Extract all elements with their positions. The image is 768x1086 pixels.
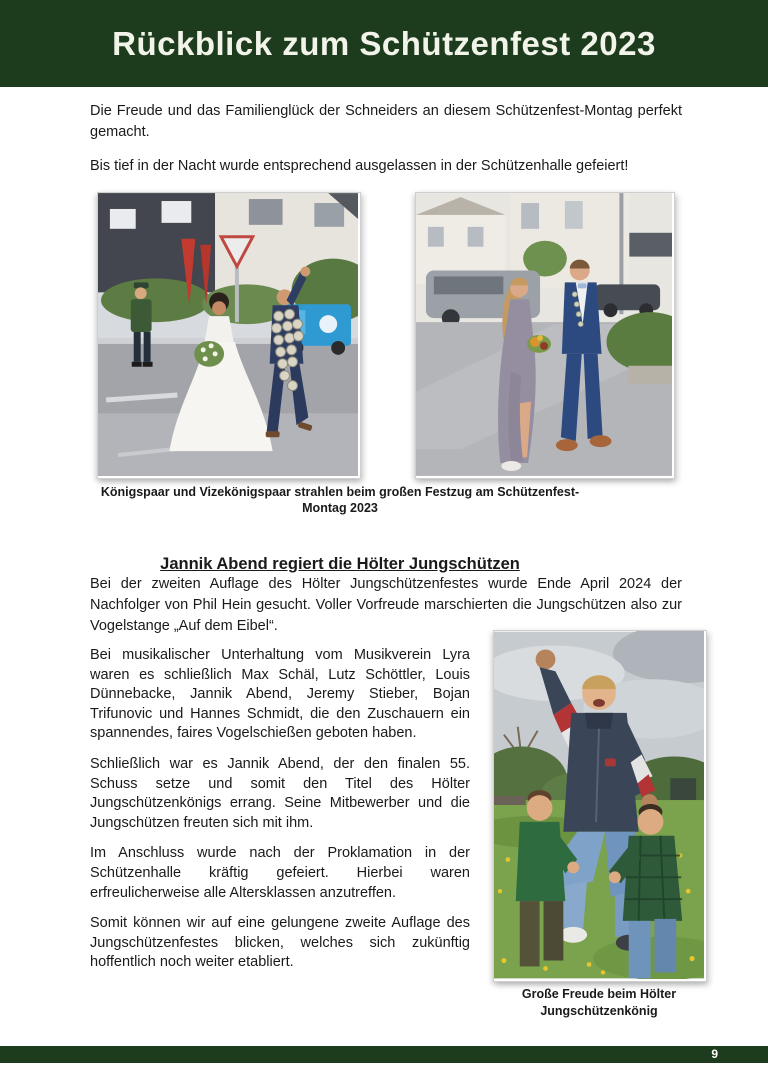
photo-vizekoenigspaar-illustration [416, 193, 672, 476]
section-paragraph-1: Bei der zweiten Auflage des Hölter Jungschützenfestes wurde Ende April 2024 der Nachfolger von Phil Hein gesucht. Voller Vorfreude marschierten die Jungschützen also zur Vogelstange „Auf dem Eibel“. [90, 576, 682, 634]
section-left-column [90, 646, 470, 984]
jungschuetzen-caption [483, 986, 715, 1020]
intro-paragraph-2: Bis tief in der Nacht wurde entsprechend ausgelassen in der Schützenhalle gefeiert! [90, 158, 629, 174]
photo-koenigspaar-illustration [98, 193, 358, 476]
section-heading: Jannik Abend regiert die Hölter Jungschützen [160, 554, 520, 573]
photo-jungschuetzenkoenig [493, 630, 707, 982]
jungschuetzen-caption-line1: Große Freude beim Hölter [521, 987, 677, 1001]
section-paragraph-3: Schließlich war es Jannik Abend, der den finalen 55. Schuss setze und somit den Titel des Hölter Jungschützenkönigs errang. Seine Mitbewerber und die Jungschützen freuten sich mit ihm. [90, 755, 470, 831]
intro-paragraphs [90, 101, 682, 190]
jungschuetzen-caption-line2: Jungschützenkönig [540, 1004, 658, 1018]
section-paragraph-2: Bei musikalischer Unterhaltung vom Musikverein Lyra waren es schließlich Max Schäl, Lutz Schöttler, Louis Dünnebacke, Jannik Abend, Jeremy Stieber, Bojan Trifunovic und Hannes Schmidt, die den Zuschauern ein spannendes, faires Vogelschießen geboten haben. [90, 647, 470, 742]
page-title: Rückblick zum Schützenfest 2023 [112, 24, 656, 62]
festzug-caption: Königspaar und Vizekönigspaar strahlen beim großen Festzug am Schützenfest-Montag 2023 [100, 485, 580, 515]
section-paragraph-4: Im Anschluss wurde nach der Proklamation in der Schützenhalle kräftig gefeiert. Hierbei waren erfreulicherweise alle Altersklassen anzutreffen. [90, 845, 470, 901]
footer-bar [0, 1046, 768, 1063]
photo-vizekoenigspaar [415, 192, 675, 479]
section-paragraph-5: Somit können wir auf eine gelungene zweite Auflage des Jungschützenfestes blicken, welches sich zukünftig hoffentlich noch weiter etabliert. [90, 915, 470, 971]
photo-koenigspaar [97, 192, 361, 479]
intro-paragraph-1: Die Freude und das Familienglück der Schneiders an diesem Schützenfest-Montag perfekt gemacht. [90, 103, 682, 140]
header-banner [0, 0, 768, 87]
page-number: 9 [711, 1047, 718, 1061]
photo-jungschuetzenkoenig-illustration [494, 631, 704, 979]
